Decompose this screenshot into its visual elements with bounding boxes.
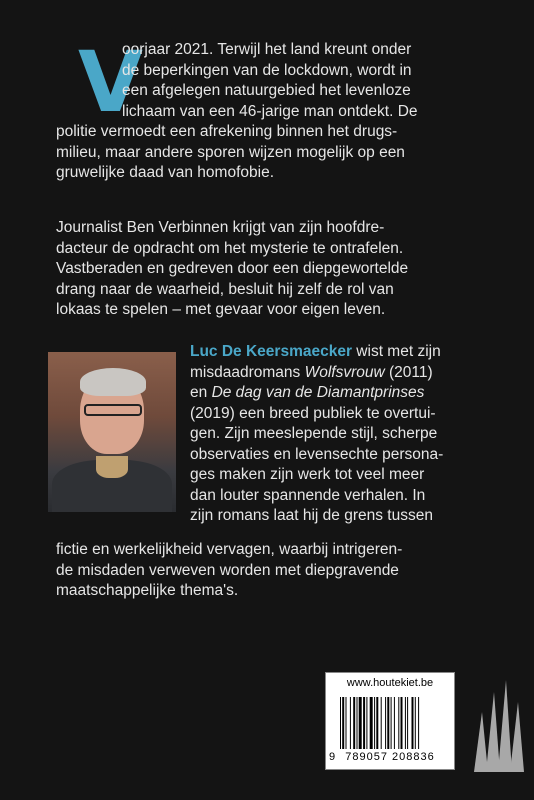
text-line: Journalist Ben Verbinnen krijgt van zijn hoofdre- — [56, 219, 385, 236]
text-line: een afgelegen natuurgebied het levenloze — [122, 82, 411, 99]
drop-cap: V — [78, 33, 144, 131]
blurb-paragraph-1 — [56, 33, 496, 184]
text-line: drang naar de waarheid, besluit hij zelf de rol van — [56, 280, 394, 298]
text-line: lokaas te spelen – met gevaar voor eigen leven. — [56, 301, 386, 318]
text-line: fictie en werkelijkheid vervagen, waarbij intrigeren- — [56, 541, 403, 558]
publisher-url: www.houtekiet.be — [346, 677, 434, 689]
text-line: dan louter spannende verhalen. In — [190, 486, 426, 504]
text-line: (2019) een breed publiek te overtui- — [190, 404, 436, 422]
author-name: Luc De Keersmaecker — [190, 343, 352, 360]
publisher-logo-icon — [462, 672, 532, 782]
isbn-barcode — [325, 672, 455, 770]
text-line: zijn romans laat hij de grens tussen — [190, 507, 433, 524]
text-line: politie vermoedt een afrekening binnen het drugs- — [56, 123, 398, 140]
text-span: en — [190, 384, 212, 401]
text-span: (2011) — [384, 363, 433, 381]
text-line: Vastberaden en gedreven door een diepgewortelde — [56, 260, 409, 277]
blurb-paragraph-2 — [56, 218, 496, 321]
text-line: gen. Zijn meeslepende stijl, scherpe — [190, 425, 438, 442]
text-line: observaties en levensechte persona- — [190, 445, 444, 463]
text-line: gruwelijke daad van homofobie. — [56, 164, 274, 181]
text-line: lichaam van een 46-jarige man ontdekt. De — [122, 102, 418, 120]
book-title: Wolfsvrouw — [304, 363, 385, 381]
text-line: de misdaden verweven worden met diepgravende — [56, 561, 399, 579]
text-span: misdaadromans — [190, 363, 305, 381]
text-line: oorjaar 2021. Terwijl het land kreunt onder — [122, 41, 412, 58]
text-line: de beperkingen van de lockdown, wordt in — [122, 61, 412, 79]
author-photo — [48, 352, 176, 512]
text-span: wist met zijn — [352, 343, 441, 360]
text-line: maatschappelijke thema's. — [56, 582, 239, 599]
isbn-first-digit: 9 — [329, 751, 336, 763]
text-line: dacteur de opdracht om het mysterie te ontrafelen. — [56, 239, 404, 257]
isbn-number: 789057 208836 — [345, 751, 435, 763]
text-line: ges maken zijn werk tot veel meer — [190, 466, 425, 483]
author-bio — [190, 342, 496, 527]
text-line: milieu, maar andere sporen wijzen mogelijk op een — [56, 143, 405, 161]
barcode-bars — [340, 697, 446, 749]
author-bio-continued — [56, 540, 496, 602]
book-title: De dag van de Diamantprinses — [211, 384, 425, 401]
